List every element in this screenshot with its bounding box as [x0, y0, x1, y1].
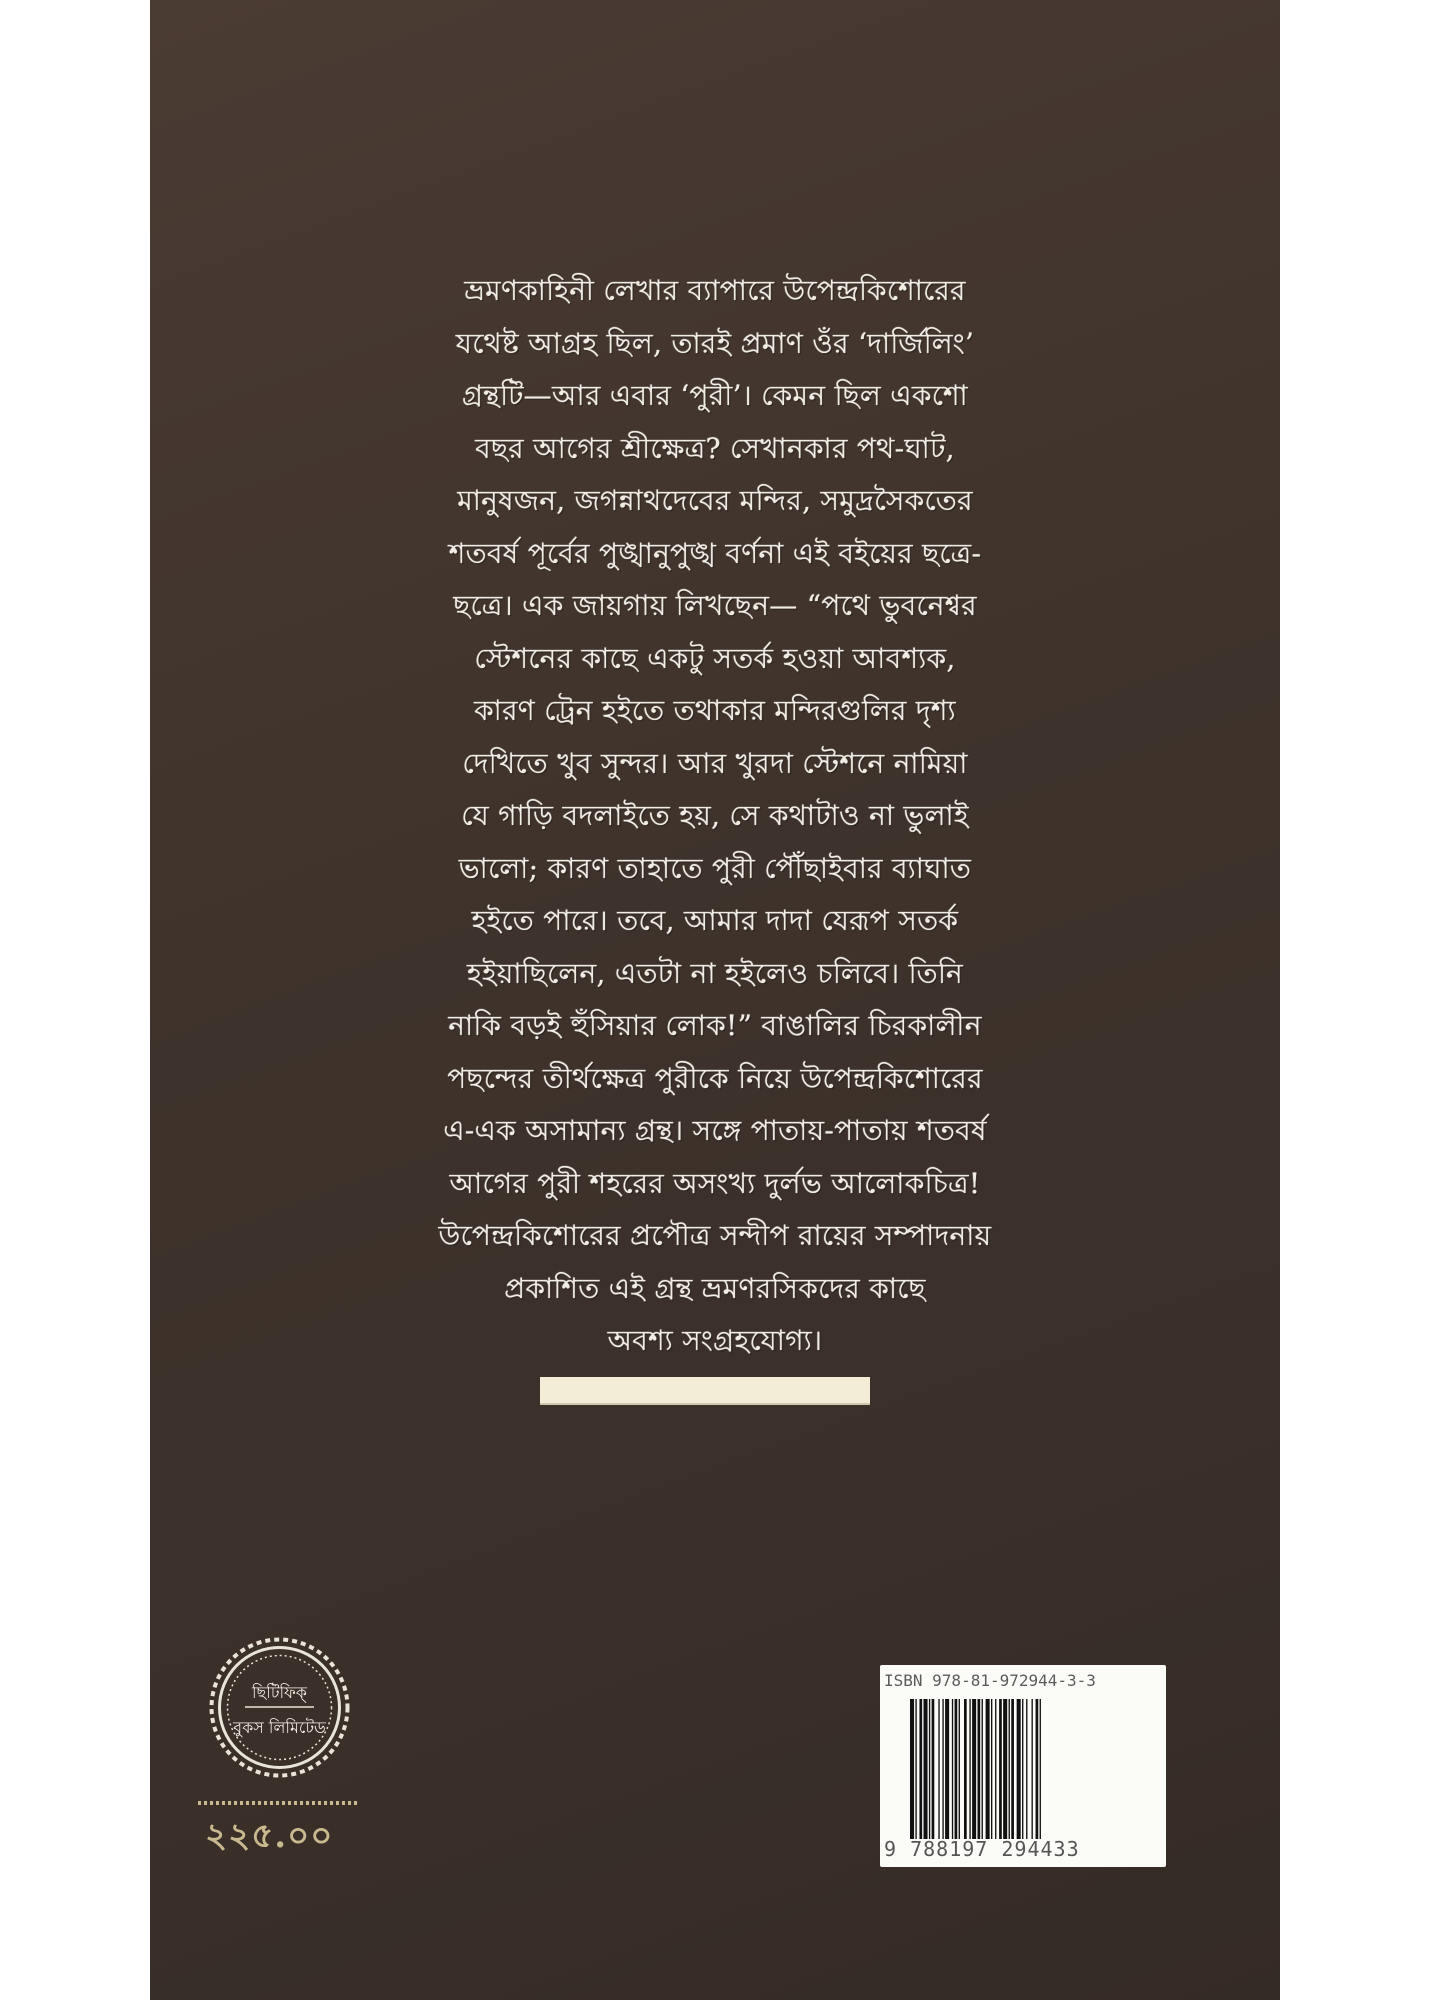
blurb-line: প্রকাশিত এই গ্রন্থ ভ্রমণরসিকদের কাছে — [504, 1271, 926, 1305]
blurb-line: কারণ ট্রেন হইতে তথাকার মন্দিরগুলির দৃশ্য — [474, 694, 956, 727]
blurb-line: মানুষজন, জগন্নাথদেবের মন্দির, সমুদ্রসৈকতের — [457, 484, 973, 517]
isbn-label: ISBN 978-81-972944-3-3 — [884, 1671, 1096, 1690]
price-ornament-icon — [198, 1800, 358, 1806]
blurb-text — [150, 265, 1280, 1368]
divider-bar — [540, 1377, 870, 1405]
blurb-line: যে গাড়ি বদলাইতে হয়, সে কথাটাও না ভুলাই — [461, 799, 969, 832]
seal-ring-icon — [207, 1635, 352, 1780]
blurb-line: স্টেশনের কাছে একটু সতর্ক হওয়া আবশ্যক, — [474, 641, 956, 675]
blurb-line: ছত্রে। এক জায়গায় লিখছেন— “পথে ভুবনেশ্বর — [453, 589, 977, 622]
seal-publisher-line2: বুকস লিমিটেড — [233, 1718, 326, 1737]
blurb-line: শতবর্ষ পূর্বের পুঙ্খানুপুঙ্খ বর্ণনা এই বইয়ের ছত্রে- — [448, 536, 982, 570]
blurb-line: যথেষ্ট আগ্রহ ছিল, তারই প্রমাণ ওঁর ‘দার্জিলিং’ — [455, 326, 975, 360]
blurb-line: উপেন্দ্রকিশোরের প্রপৌত্র সন্দীপ রায়ের সম্পাদনায় — [438, 1219, 992, 1252]
seal-publisher-line1: ছিটিফিক্ — [251, 1683, 308, 1702]
blurb-line: গ্রন্থটি—আর এবার ‘পুরী’। কেমন ছিল একশো — [462, 379, 968, 412]
barcode-sticker — [880, 1665, 1166, 1867]
blurb-line: ভ্রমণকাহিনী লেখার ব্যাপারে উপেন্দ্রকিশোরের — [464, 274, 966, 307]
blurb-line: নাকি বড়ই হুঁসিয়ার লোক!” বাঙালির চিরকালীন — [448, 1009, 982, 1042]
blurb-line: ভালো; কারণ তাহাতে পুরী পৌঁছাইবার ব্যাঘাত — [458, 851, 972, 885]
blurb-line: এ-এক অসামান্য গ্রন্থ। সঙ্গে পাতায়-পাতায় শতবর্ষ — [443, 1114, 987, 1147]
blurb-line: হইয়াছিলেন, এতটা না হইলেও চলিবে। তিনি — [467, 956, 963, 990]
book-back-cover — [150, 0, 1280, 2000]
publisher-seal-logo — [207, 1635, 352, 1780]
blurb-line: বছর আগের শ্রীক্ষেত্র? সেখানকার পথ-ঘাট, — [475, 431, 955, 465]
blurb-line: অবশ্য সংগ্রহযোগ্য। — [607, 1324, 823, 1357]
blurb-line: হইতে পারে। তবে, আমার দাদা যেরূপ সতর্ক — [471, 904, 959, 937]
barcode-digits: 9 788197 294433 — [884, 1837, 1080, 1861]
price-label: ২২৫.০০ — [205, 1816, 334, 1856]
barcode-icon — [908, 1699, 1148, 1839]
blurb-line: দেখিতে খুব সুন্দর। আর খুরদা স্টেশনে নামিয়া — [462, 746, 968, 780]
blurb-line: আগের পুরী শহরের অসংখ্য দুর্লভ আলোকচিত্র! — [449, 1166, 981, 1200]
blurb-line: পছন্দের তীর্থক্ষেত্র পুরীকে নিয়ে উপেন্দ্রকিশোরের — [447, 1061, 983, 1095]
